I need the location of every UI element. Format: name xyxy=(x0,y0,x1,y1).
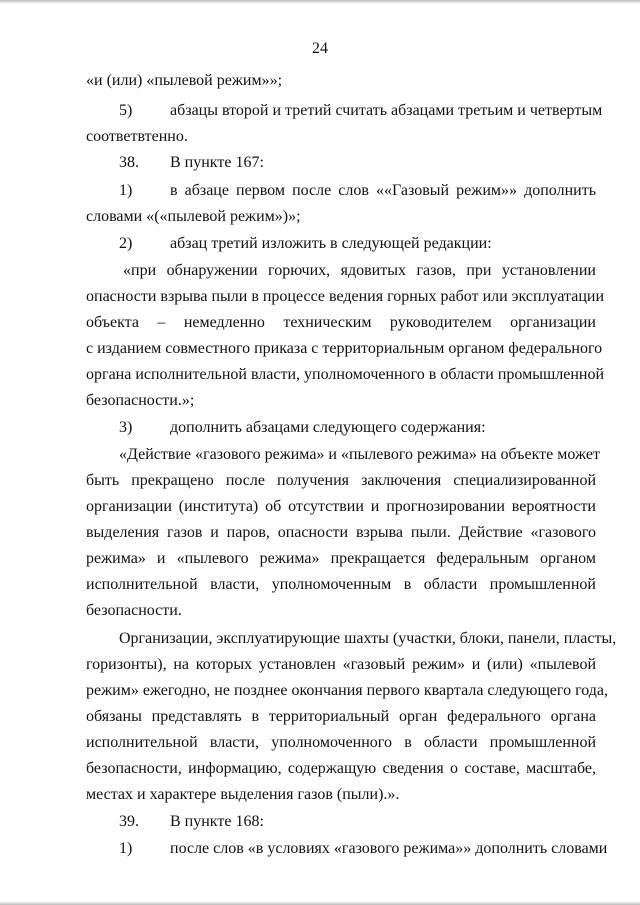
section-number: 38. xyxy=(119,154,139,171)
text-line: местах и характере выделения газов (пыли).». xyxy=(86,786,400,803)
text-line: Организации, эксплуатирующие шахты (участки, блоки, панели, пласты, xyxy=(119,630,617,647)
text-line: режима» и «пылевого режима» прекращается федеральным органом xyxy=(86,550,596,567)
text-line: после слов «в условиях «газового режима»» дополнить словами xyxy=(170,840,608,857)
text-line: «Действие «газового режима» и «пылевого режима» на объекте может xyxy=(119,446,600,463)
text-line: «и (или) «пылевой режим»»; xyxy=(86,72,283,89)
text-line: абзац третий изложить в следующей редакции: xyxy=(170,235,492,252)
section-number: 39. xyxy=(119,813,139,830)
text-line: организации (института) об отсутствии и прогнозировании вероятности xyxy=(86,498,596,515)
text-line: опасности взрыва пыли в процессе ведения горных работ или эксплуатации xyxy=(86,288,605,305)
text-line: дополнить абзацами следующего содержания: xyxy=(170,419,486,436)
text-line: словами «(«пылевой режим»)»; xyxy=(86,208,301,225)
list-number: 1) xyxy=(119,182,133,199)
list-number: 5) xyxy=(119,102,133,119)
list-number: 3) xyxy=(119,419,133,436)
list-number: 2) xyxy=(119,235,133,252)
text-line: абзацы второй и третий считать абзацами третьим и четвертым xyxy=(170,102,603,119)
text-line: обязаны представлять в территориальный орган федерального органа xyxy=(86,708,596,725)
scan-edge-top xyxy=(0,0,640,4)
text-line: в абзаце первом после слов ««Газовый режим»» дополнить xyxy=(170,182,596,199)
text-line: исполнительной власти, уполномоченным в области промышленной xyxy=(86,576,596,593)
text-line: с изданием совместного приказа с территориальным органом федерального xyxy=(86,340,603,357)
page-number: 24 xyxy=(312,40,328,57)
text-line: В пункте 168: xyxy=(170,813,264,830)
text-line: горизонты), на которых установлен «газовый режим» и (или) «пылевой xyxy=(86,656,596,673)
text-line: быть прекращено после получения заключения специализированной xyxy=(86,472,596,489)
text-line: исполнительной власти, уполномоченного в области промышленной xyxy=(86,734,596,751)
text-line: «при обнаружении горючих, ядовитых газов, при установлении xyxy=(123,262,596,279)
text-line: безопасности. xyxy=(86,602,182,619)
text-line: безопасности, информацию, содержащую сведения о составе, масштабе, xyxy=(86,760,596,777)
text-line: объекта – немедленно техническим руководителем организации xyxy=(86,314,596,331)
text-line: выделения газов и паров, опасности взрыва пыли. Действие «газового xyxy=(86,524,596,541)
text-line: органа исполнительной власти, уполномоченного в области промышленной xyxy=(86,366,605,383)
text-line: В пункте 167: xyxy=(170,154,264,171)
text-line: режим» ежегодно, не позднее окончания первого квартала следующего года, xyxy=(86,682,609,699)
list-number: 1) xyxy=(119,840,133,857)
text-line: безопасности.»; xyxy=(86,392,195,409)
text-line: соответвтенно. xyxy=(86,128,188,145)
scan-edge-bottom xyxy=(0,901,640,905)
